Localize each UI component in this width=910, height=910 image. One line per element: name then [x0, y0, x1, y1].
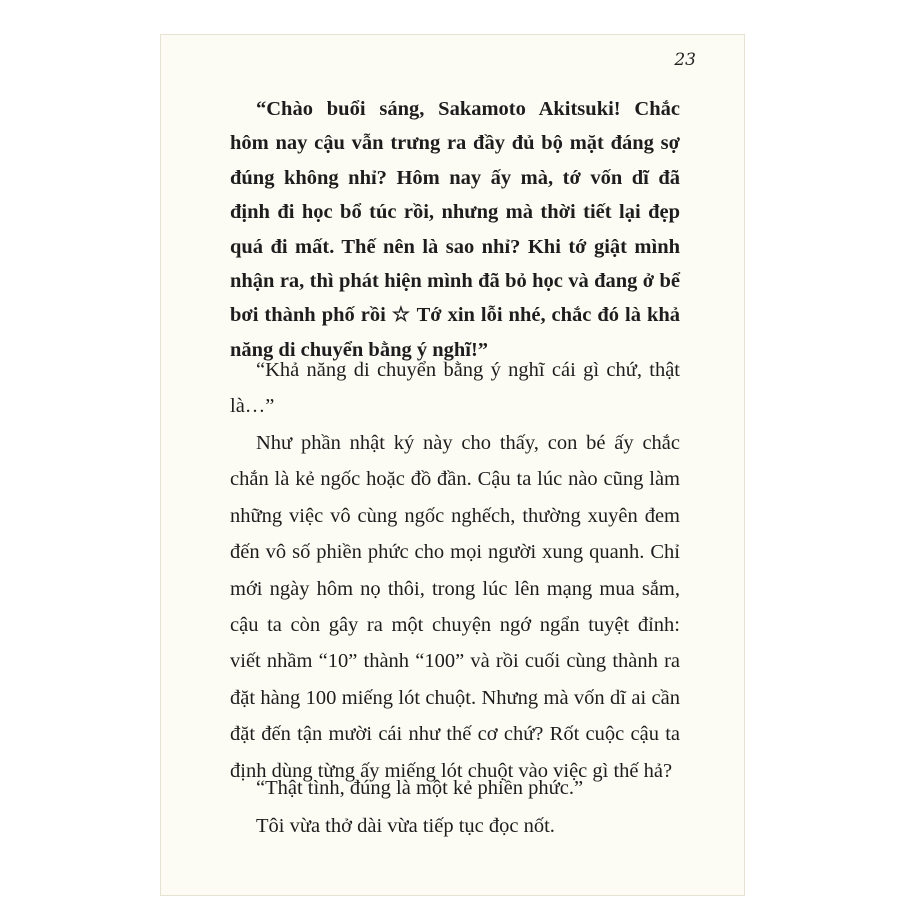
reply-paragraph: “Khả năng di chuyển bằng ý nghĩ cái gì chứ, thật là…”: [230, 359, 680, 418]
closing-paragraph: Tôi vừa thở dài vừa tiếp tục đọc nốt.: [256, 815, 555, 837]
narration-paragraph: Như phần nhật ký này cho thấy, con bé ấy chắc chắn là kẻ ngốc hoặc đồ đần. Cậu ta lúc nào cũng làm những việc vô cùng ngốc nghếch, thường xuyên đem đến vô số phiền phức cho mọi người xung quanh. Chỉ mới ngày hôm nọ thôi, trong lúc lên mạng mua sắm, cậu ta còn gây ra một chuyện ngớ ngẩn tuyệt đỉnh: viết nhầm “10” thành “100” và rồi cuối cùng thành ra đặt hàng 100 miếng lót chuột. Nhưng mà vốn dĩ ai cần đặt đến tận mười cái như thế cơ chứ? Rốt cuộc cậu ta định dùng từng ấy miếng lót chuột vào việc gì thế hả?: [230, 432, 680, 782]
bold-dialogue-paragraph: “Chào buổi sáng, Sakamoto Akitsuki! Chắc hôm nay cậu vẫn trưng ra đầy đủ bộ mặt đáng sợ đúng không nhỉ? Hôm nay ấy mà, tớ vốn dĩ đã định đi học bổ túc rồi, nhưng mà thời tiết lại đẹp quá đi mất. Thế nên là sao nhỉ? Khi tớ giật mình nhận ra, thì phát hiện mình đã bỏ học và đang ở bể bơi thành phố rồi ☆ Tớ xin lỗi nhé, chắc đó là khả năng di chuyển bằng ý nghĩ!”: [230, 98, 680, 361]
sigh-dialogue-paragraph: “Thật tình, đúng là một kẻ phiền phức.”: [256, 777, 584, 799]
page-number: 23: [674, 50, 696, 70]
